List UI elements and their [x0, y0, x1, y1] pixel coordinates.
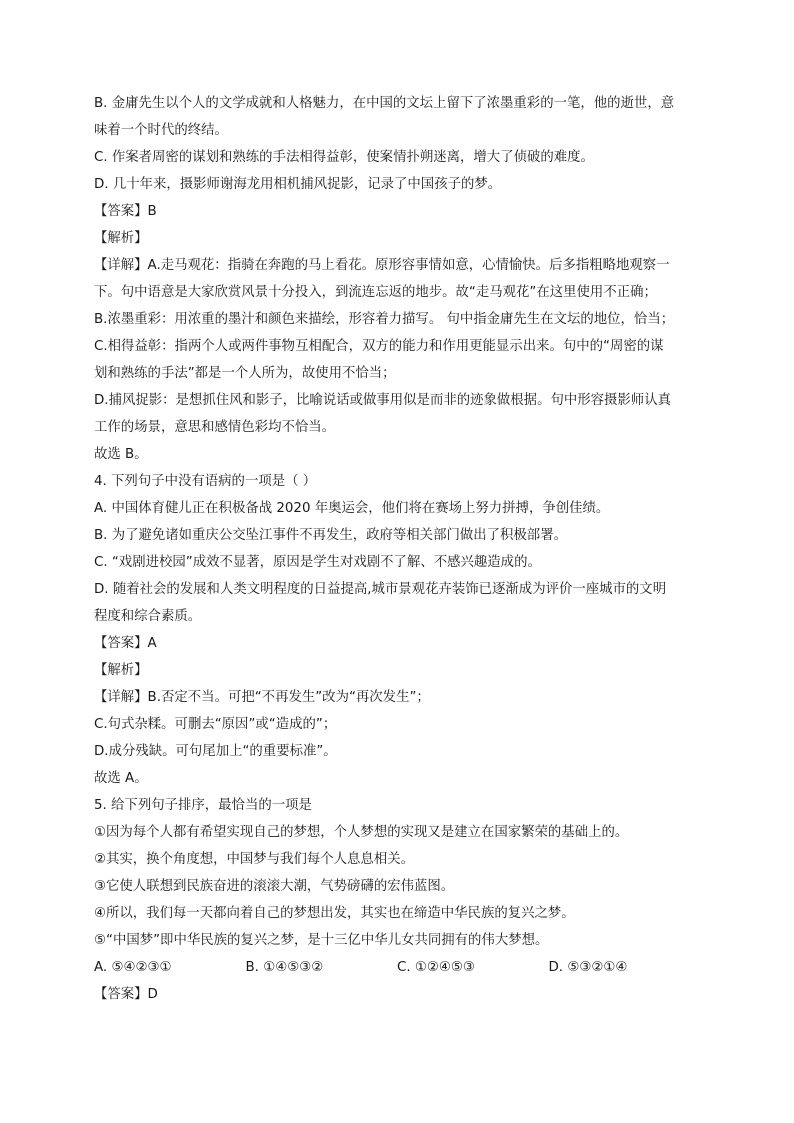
- q3-detail-line: 划和熟练的手法”都是一个人所为，故使用不恰当；: [94, 366, 396, 381]
- q3-detail-line: D.捕风捉影：是想抓住风和影子，比喻说话或做事用似是而非的迹象做根据。句中形容摄影师认真: [94, 393, 671, 408]
- q5-answer: 【答案】D: [94, 987, 158, 1002]
- q5-option-b: B. ①④⑤③②: [245, 960, 324, 975]
- q4-conclusion: 故选 A。: [94, 771, 148, 786]
- q4-option-d-line2: 程度和综合素质。: [94, 609, 202, 624]
- q4-detail-line: C.句式杂糅。可删去“原因”或“造成的”；: [94, 717, 337, 732]
- q3-analysis-label: 【解析】: [94, 231, 148, 246]
- q5-option-c: C. ①②④⑤③: [397, 960, 475, 975]
- q3-option-b-line1: B. 金庸先生以个人的文学成就和人格魅力，在中国的文坛上留下了浓墨重彩的一笔，他的逝世，意: [94, 96, 675, 111]
- q3-detail-line: 【详解】A.走马观花：指骑在奔跑的马上看花。原形容事情如意，心情愉快。后多指粗略地观察一: [94, 258, 670, 273]
- q5-sentence: ②其实，换个角度想，中国梦与我们每个人息息相关。: [94, 852, 414, 867]
- q3-detail-line: B.浓墨重彩：用浓重的墨汁和颜色来描绘，形容着力描写。 句中指金庸先生在文坛的地位，恰当；: [94, 312, 675, 327]
- q4-stem: 4. 下列句子中没有语病的一项是（ ）: [94, 474, 317, 489]
- q3-option-b-line2: 味着一个时代的终结。: [94, 123, 228, 138]
- q3-option-d: D. 几十年来，摄影师谢海龙用相机捕风捉影，记录了中国孩子的梦。: [94, 177, 502, 192]
- document-page: [94, 90, 700, 1008]
- q5-sentence: ⑤“中国梦”即中华民族的复兴之梦，是十三亿中华儿女共同拥有的伟大梦想。: [94, 933, 549, 948]
- q4-option-b: B. 为了避免诸如重庆公交坠江事件不再发生，政府等相关部门做出了积极部署。: [94, 528, 567, 543]
- q3-detail-line: 工作的场景，意思和感情色彩均不恰当。: [94, 420, 336, 435]
- q5-stem: 5. 给下列句子排序，最恰当的一项是: [94, 798, 312, 813]
- q3-conclusion: 故选 B。: [94, 447, 148, 462]
- q4-option-a: A. 中国体育健儿正在积极备战 2020 年奥运会，他们将在赛场上努力拼搏，争创佳绩。: [94, 501, 610, 516]
- q4-analysis-label: 【解析】: [94, 663, 148, 678]
- q3-answer: 【答案】B: [94, 204, 157, 219]
- q5-option-d: D. ⑤③②①④: [548, 960, 628, 975]
- q3-option-c: C. 作案者周密的谋划和熟练的手法相得益彰，使案情扑朔迷离，增大了侦破的难度。: [94, 150, 594, 165]
- q4-detail-line: D.成分残缺。可句尾加上“的重要标准”。: [94, 744, 337, 759]
- q4-answer: 【答案】A: [94, 636, 157, 651]
- q3-detail-line: 下。句中语意是大家欣赏风景十分投入，到流连忘返的地步。故“走马观花”在这里使用不正确；: [94, 285, 657, 300]
- q4-option-c: C. “戏剧进校园”成效不显著，原因是学生对戏剧不了解、不感兴趣造成的。: [94, 555, 541, 570]
- q4-detail-line: 【详解】B.否定不当。可把“不再发生”改为“再次发生”；: [94, 690, 430, 705]
- q5-sentence: ③它使人联想到民族奋进的滚滚大潮，气势磅礴的宏伟蓝图。: [94, 879, 455, 894]
- q4-option-d-line1: D. 随着社会的发展和人类文明程度的日益提高,城市景观花卉装饰已逐渐成为评价一座城市的文明: [94, 582, 667, 597]
- q3-detail-line: C.相得益彰：指两个人或两件事物互相配合，双方的能力和作用更能显示出来。句中的“周密的谋: [94, 339, 664, 354]
- q5-sentence: ①因为每个人都有希望实现自己的梦想，个人梦想的实现又是建立在国家繁荣的基础上的。: [94, 825, 629, 840]
- q5-options: [94, 954, 700, 981]
- q5-option-a: A. ⑤④②③①: [94, 960, 172, 975]
- q5-sentence: ④所以，我们每一天都向着自己的梦想出发，其实也在缔造中华民族的复兴之梦。: [94, 906, 575, 921]
